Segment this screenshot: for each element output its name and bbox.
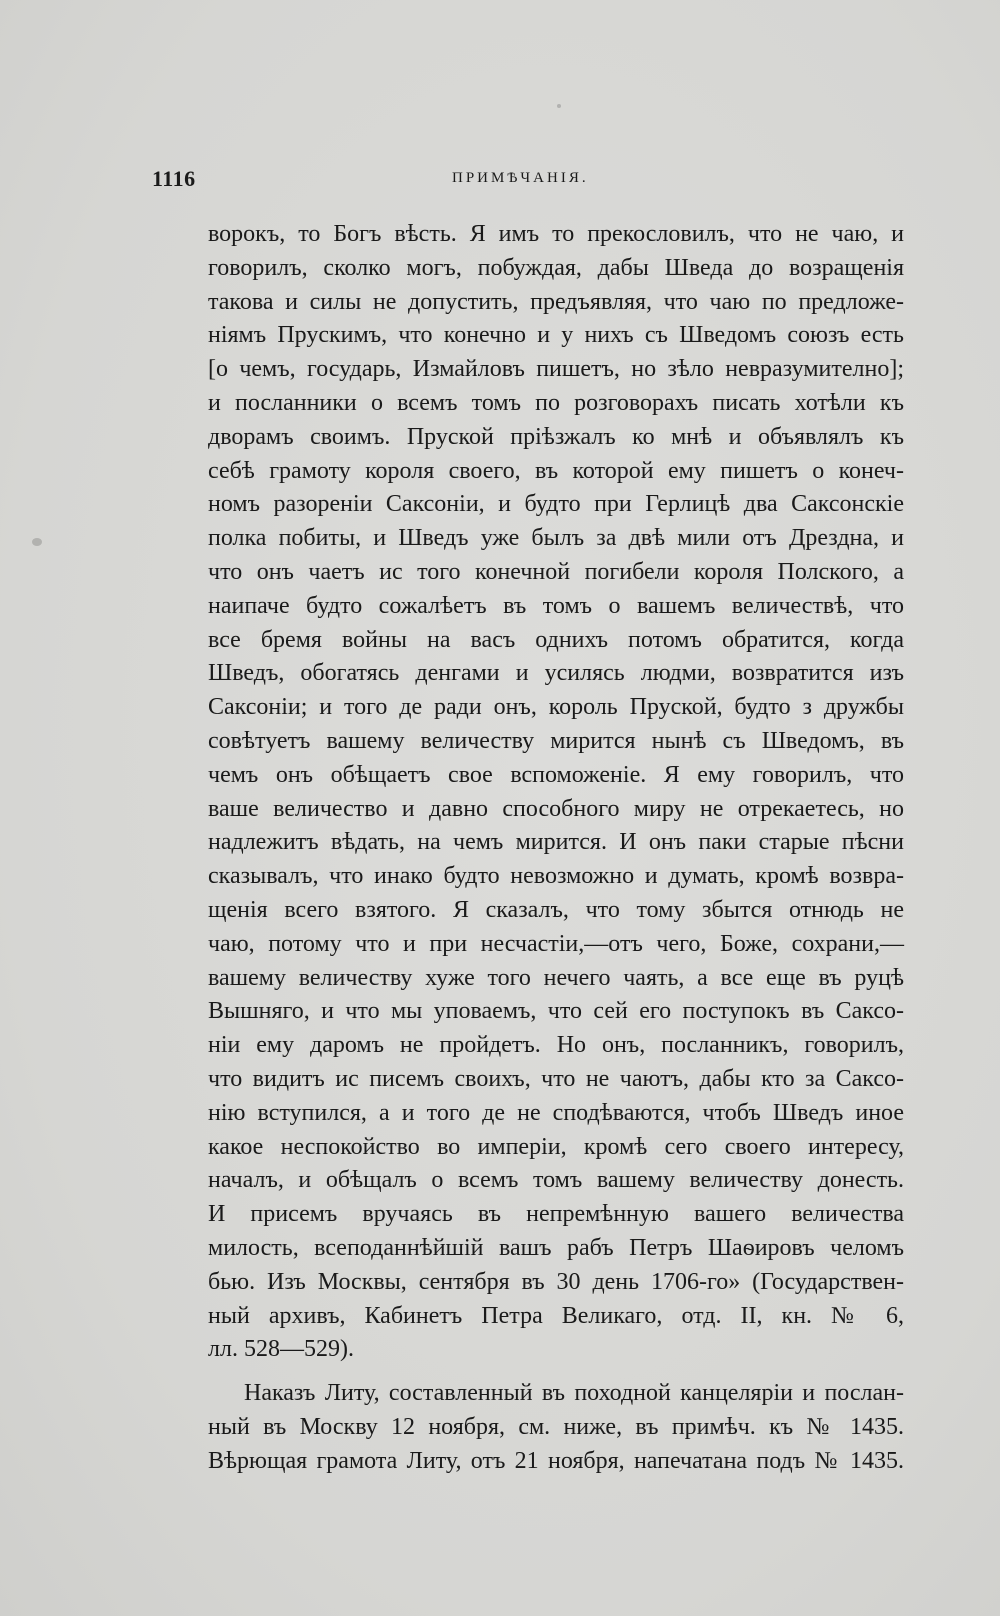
text-line: что онъ чаетъ ис того конечной погибели короля Полского, а	[208, 558, 904, 585]
text-line: Вышняго, и что мы уповаемъ, что сей его поступокъ въ Саксо-	[208, 998, 904, 1025]
text-line: началъ, и обѣщалъ о всемъ томъ вашему величеству донесть.	[208, 1167, 904, 1194]
text-line: такова и силы не допустить, предъявляя, что чаю по предложе-	[208, 288, 904, 315]
text-line: ный архивъ, Кабинетъ Петра Великаго, отд. II, кн. № 6,	[208, 1302, 904, 1329]
text-line: дворамъ своимъ. Пруской пріѣзжалъ ко мнѣ и объявлялъ къ	[208, 423, 904, 450]
text-line: щенія всего взятого. Я сказалъ, что тому збытся отнюдь не	[208, 896, 904, 923]
text-line: милость, всеподаннѣйшій вашъ рабъ Петръ Шаѳировъ челомъ	[208, 1234, 904, 1261]
text-line: И присемъ вручаясь въ непремѣнную вашего величества	[208, 1201, 904, 1228]
text-line: сказывалъ, что инако будто невозможно и думать, кромѣ возвра-	[208, 863, 904, 890]
paragraph-2	[208, 1377, 904, 1478]
text-line: ніямъ Прускимъ, что конечно и у нихъ съ Шведомъ союзъ есть	[208, 322, 904, 349]
text-line: [о чемъ, государь, Измайловъ пишетъ, но зѣло невразумително];	[208, 356, 904, 383]
paper-speck	[557, 104, 561, 108]
body-text	[208, 218, 904, 1478]
text-line: ный въ Москву 12 ноября, см. ниже, въ примѣч. къ № 1435.	[208, 1413, 904, 1440]
text-line: Шведъ, обогатясь денгами и усилясь людми, возвратится изъ	[208, 660, 904, 687]
text-line: номъ разореніи Саксоніи, и будто при Герлицѣ два Саксонскіе	[208, 491, 904, 518]
text-line: полка побиты, и Шведъ уже былъ за двѣ мили отъ Дрездна, и	[208, 525, 904, 552]
text-line: и посланники о всемъ томъ по розговорахъ писать хотѣли къ	[208, 389, 904, 416]
text-line: чаю, потому что и при несчастіи,—отъ чего, Боже, сохрани,—	[208, 930, 904, 957]
paragraph-1	[208, 218, 904, 1367]
text-line: лл. 528—529).	[208, 1336, 354, 1363]
running-head: ПРИМѢЧАНІЯ.	[452, 170, 589, 186]
page-number: 1116	[152, 166, 196, 191]
text-line: себѣ грамоту короля своего, въ которой ему пишетъ о конеч-	[208, 457, 904, 484]
text-line: ніи ему даромъ не пройдетъ. Но онъ, посланникъ, говорилъ,	[208, 1032, 904, 1059]
text-line: все бремя войны на васъ однихъ потомъ обратится, когда	[208, 626, 904, 653]
text-line: совѣтуетъ вашему величеству мирится нынѣ съ Шведомъ, въ	[208, 727, 904, 754]
text-line: Наказъ Литу, составленный въ походной канцеляріи и послан-	[244, 1380, 904, 1407]
text-line: Вѣрющая грамота Литу, отъ 21 ноября, напечатана подъ № 1435.	[208, 1447, 904, 1474]
paragraph-gap	[208, 1367, 904, 1377]
text-line: бью. Изъ Москвы, сентября въ 30 день 1706-го» (Государствен-	[208, 1268, 904, 1295]
text-line: говорилъ, сколко могъ, побуждая, дабы Шведа до возращенія	[208, 254, 904, 281]
text-line: что видитъ ис писемъ своихъ, что не чаютъ, дабы кто за Саксо-	[208, 1065, 904, 1092]
text-line: ваше величество и давно способного миру не отрекаетесь, но	[208, 795, 904, 822]
text-line: Саксоніи; и того де ради онъ, король Пруской, будто з дружбы	[208, 694, 904, 721]
text-line: надлежитъ вѣдать, на чемъ мирится. И онъ паки старые пѣсни	[208, 829, 904, 856]
text-line: наипаче будто сожалѣетъ въ томъ о вашемъ величествѣ, что	[208, 592, 904, 619]
text-line: какое неспокойство во имперіи, кромѣ сего своего интересу,	[208, 1133, 904, 1160]
page-header	[152, 166, 872, 196]
text-line: ворокъ, то Богъ вѣсть. Я имъ то прекословилъ, что не чаю, и	[208, 221, 904, 247]
paper-speck	[32, 538, 42, 546]
text-line: чемъ онъ обѣщаетъ свое вспоможеніе. Я ему говорилъ, что	[208, 761, 904, 788]
text-line: вашему величеству хуже того нечего чаять, а все еще въ руцѣ	[208, 964, 904, 991]
text-line: нію вступился, а и того де не сподѣваются, чтобъ Шведъ иное	[208, 1099, 904, 1126]
